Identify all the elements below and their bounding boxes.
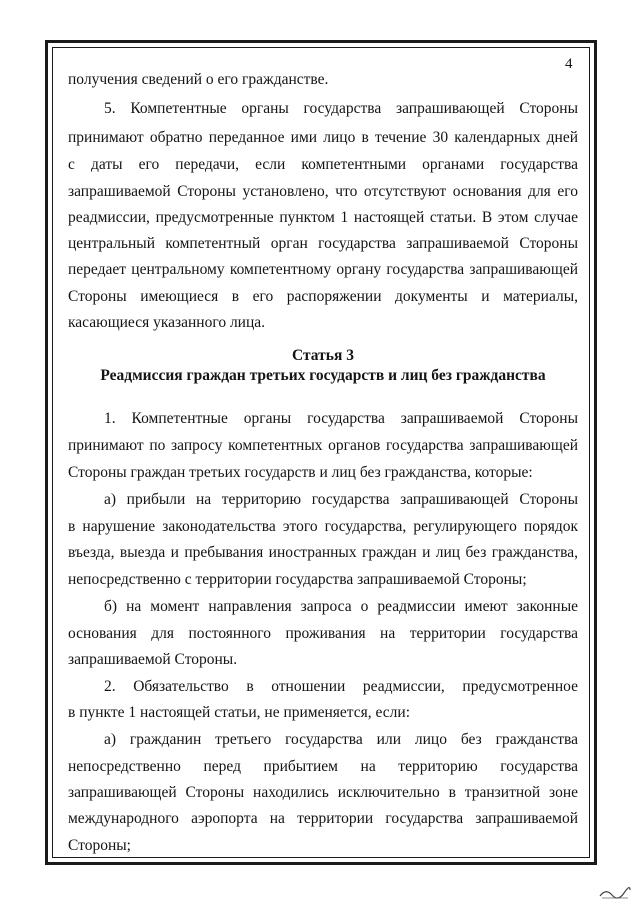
text-line: Стороны; (68, 837, 131, 854)
text-line: запрашивающей Стороны находились исключительно в транзитной зоне (68, 784, 578, 801)
text-line: а) прибыли на территорию государства запрашивающей Стороны (104, 491, 578, 508)
text-line: в пункте 1 настоящей статьи, не применяется, если: (68, 704, 410, 721)
text-line: касающиеся указанного лица. (68, 314, 266, 331)
text-line: 2. Обязательство в отношении реадмиссии, предусмотренное (104, 678, 578, 695)
text-line: принимают по запросу компетентных органов государства запрашивающей (68, 437, 578, 454)
text-line: передает центральному компетентному органу государства запрашивающей (68, 261, 578, 278)
article-number: Статья 3 (292, 347, 354, 364)
text-line: 5. Компетентные органы государства запрашивающей Стороны (104, 100, 578, 117)
text-line: в нарушение законодательства этого государства, регулирующего порядок (68, 518, 578, 535)
text-line: б) на момент направления запроса о реадмиссии имеют законные (104, 598, 578, 615)
text-line: запрашиваемой Стороны установлено, что отсутствуют основания для его (68, 183, 578, 200)
text-line: реадмиссии, предусмотренные пунктом 1 настоящей статьи. В этом случае (68, 209, 578, 226)
text-line: получения сведений о его гражданстве. (68, 71, 329, 88)
text-line: 1. Компетентные органы государства запрашиваемой Стороны (104, 410, 578, 427)
article-title: Реадмиссия граждан третьих государств и лиц без гражданства (100, 367, 546, 384)
text-line: непосредственно перед прибытием на территорию государства (68, 758, 578, 775)
corner-mark-icon (598, 886, 632, 900)
text-line: с даты его передачи, если компетентными органами государства (68, 156, 578, 173)
text-line: въезда, выезда и пребывания иностранных граждан и лиц без гражданства, (68, 544, 578, 561)
text-line: международного аэропорта на территории государства запрашиваемой (68, 810, 578, 827)
text-line: непосредственно с территории государства запрашиваемой Стороны; (68, 571, 527, 588)
text-line: а) гражданин третьего государства или лицо без гражданства (104, 731, 578, 748)
text-line: Стороны граждан третьих государств и лиц без гражданства, которые: (68, 464, 533, 481)
text-line: основания для постоянного проживания на территории государства (68, 625, 578, 642)
text-line: принимают обратно переданное ими лицо в течение 30 календарных дней (68, 129, 578, 146)
text-line: центральный компетентный орган государства запрашиваемой Стороны (68, 235, 578, 252)
page-number: 4 (565, 56, 573, 72)
text-line: запрашиваемой Стороны. (68, 651, 238, 668)
text-line: Стороны имеющиеся в его распоряжении документы и материалы, (68, 288, 578, 305)
